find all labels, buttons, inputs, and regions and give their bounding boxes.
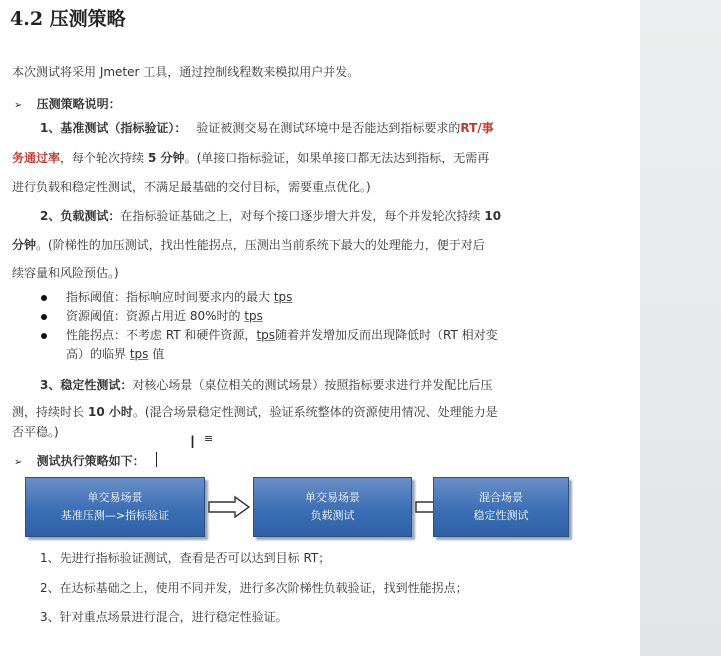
mouse-ibeam-cursor-icon: I	[190, 433, 196, 453]
flow-box-title: 混合场景	[479, 491, 523, 504]
flow-box-baseline	[25, 477, 205, 537]
item1-red-a: RT/事	[460, 121, 494, 135]
bullet1-link: tps	[273, 290, 293, 304]
bullet2-text: 资源阈值：资源占用近 80%时的	[66, 309, 245, 323]
flow-box-title: 单交易场景	[87, 491, 143, 504]
text-caret	[156, 452, 157, 467]
section-heading: 4.2 压测策略	[10, 8, 126, 30]
item1-label: 1、基准测试（指标验证）：	[40, 121, 187, 135]
item3-text-c: 。(混合场景稳定性测试，验证系统整体的资源使用情况、处理能力是	[132, 405, 498, 419]
flow-box-subtitle: 基准压测—>指标验证	[60, 509, 170, 522]
item1-text-c: 。(单接口指标验证，如果单接口都无法达到指标，无需再	[184, 151, 490, 165]
flow-box-title: 单交易场景	[305, 491, 360, 504]
step-item: 3、针对重点场景进行混合，进行稳定性验证。	[40, 610, 288, 624]
flow-box-mixed	[433, 477, 569, 537]
bullet-dot-icon	[41, 333, 47, 339]
bullet3-text: 性能拐点：不考虑 RT 和硬件资源，	[66, 328, 257, 342]
bullet1-text: 指标阈值：指标响应时间要求内的最大	[66, 290, 274, 304]
item3-text-a: 对核心场景（桌位相关的测试场景）按照指标要求进行并发配比后压	[132, 378, 493, 392]
item2-line3: 续容量和风险预估。)	[12, 266, 119, 280]
item3-bold-b: 10 小时	[88, 405, 133, 419]
item1-bold-b: 5 分钟	[148, 151, 185, 165]
item2-bold-a: 10	[484, 209, 502, 223]
bullet-item	[66, 327, 498, 343]
bullet3-continuation	[66, 346, 164, 362]
item1-text-b: ，每个轮次持续	[60, 151, 145, 165]
item1-red-b: 务通过率	[12, 151, 61, 165]
section2-title: 测试执行策略如下：	[36, 454, 145, 468]
bullet-dot-icon	[41, 314, 47, 320]
item2-text-a: 在指标验证基础之上，对每个接口逐步增大并发，每个并发轮次持续	[120, 209, 481, 223]
bullet3-cont-post: 值	[148, 347, 165, 361]
bullet3-cont-pre: 高）的临界	[66, 347, 130, 361]
item2-text-b: 。(阶梯性的加压测试，找出性能拐点，压测出当前系统下最大的处理能力，便于对后	[36, 238, 485, 252]
item2-label: 2、负载测试：	[40, 209, 121, 223]
step-item: 2、在达标基础之上，使用不同并发，进行多次阶梯性负载验证，找到性能拐点；	[40, 581, 468, 595]
paragraph-list-icon: ≡	[204, 432, 214, 445]
arrow-bullet-icon: ➢	[14, 100, 23, 111]
item1-text-a: 验证被测交易在测试环境中是否能达到指标要求的	[196, 121, 461, 135]
item3-line2	[12, 404, 498, 420]
flow-box-subtitle: 负载测试	[310, 509, 355, 522]
item1-line1	[40, 120, 494, 136]
step-item: 1、先进行指标验证测试，查看是否可以达到目标 RT；	[40, 551, 331, 565]
item2-bold-b: 分钟	[12, 238, 37, 252]
item2-line2	[12, 237, 485, 253]
item3-line3: 否平稳。)	[12, 425, 59, 439]
bullet-dot-icon	[41, 295, 47, 301]
item2-line1	[40, 208, 501, 224]
item3-text-b: 测，持续时长	[12, 405, 85, 419]
right-gutter	[640, 0, 721, 656]
flow-arrow-icon	[207, 495, 251, 519]
intro-paragraph: 本次测试将采用 Jmeter 工具，通过控制线程数来模拟用户并发。	[12, 65, 360, 79]
bullet-item	[66, 289, 292, 305]
bullet3-post: 随着并发增加反而出现降低时（RT 相对变	[275, 328, 498, 342]
bullet3-cont-link: tps	[129, 347, 149, 361]
arrow-bullet-icon: ➢	[14, 457, 23, 468]
flow-box-load	[253, 477, 412, 537]
section2-row	[14, 453, 145, 471]
bullet-item	[66, 308, 263, 324]
bullet3-link: tps	[256, 328, 276, 342]
item1-line3: 进行负载和稳定性测试，不满足最基础的交付目标，需要重点优化。)	[12, 180, 371, 194]
item1-line2	[12, 150, 489, 166]
section1-row	[14, 96, 121, 114]
bullet2-link: tps	[244, 309, 263, 323]
flow-box-subtitle: 稳定性测试	[473, 509, 529, 522]
item3-label: 3、稳定性测试：	[40, 378, 133, 392]
item3-line1	[40, 377, 492, 393]
section1-title: 压测策略说明：	[36, 97, 121, 111]
